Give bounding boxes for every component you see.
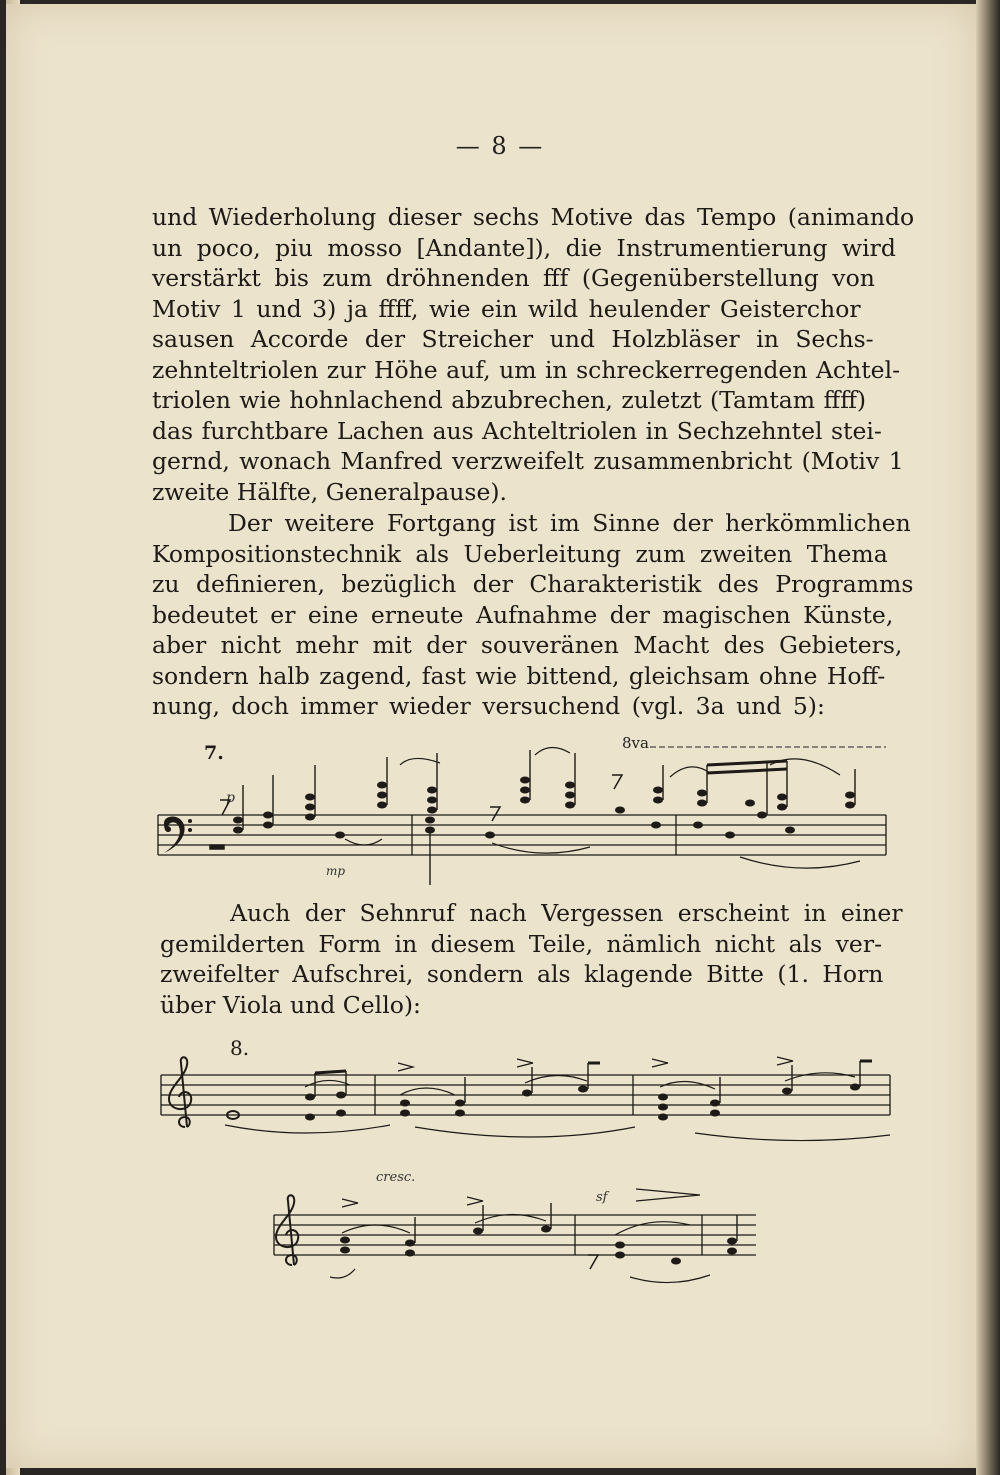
text-line: und Wiederholung dieser sechs Motive das Tempo (animando: [152, 203, 915, 231]
text-line: über Viola und Cello):: [160, 990, 421, 1019]
text-line: triolen wie hohnlachend abzubrechen, zuletzt (Tamtam ffff): [152, 386, 867, 414]
text-line: sondern halb zagend, fast wie bittend, gleichsam ohne Hoff-: [152, 661, 886, 690]
cresc-marking: cresc.: [376, 1170, 416, 1185]
dynamic-p: p: [226, 790, 235, 806]
example-8-number: 8.: [230, 1036, 250, 1060]
music-example-7: [150, 735, 895, 895]
text-line: Auch der Sehnruf nach Vergessen erscheint in einer: [230, 899, 903, 927]
text-line: zehnteltriolen zur Höhe auf, um in schreckerregenden Achtel-: [152, 355, 901, 384]
text-line: gernd, wonach Manfred verzweifelt zusammenbricht (Motiv 1: [152, 447, 904, 475]
ottava-marking: 8va: [622, 734, 649, 752]
page-number: — 8 —: [455, 132, 545, 160]
text-line: gemilderten Form in diesem Teile, nämlich nicht als ver-: [160, 929, 883, 958]
music-example-8-line-2: [270, 1185, 760, 1295]
text-line: verstärkt bis zum dröhnenden fff (Gegenüberstellung von: [152, 264, 875, 292]
text-line: Der weitere Fortgang ist im Sinne der herkömmlichen: [228, 509, 911, 537]
text-line: nung, doch immer wieder versuchend (vgl. 3a und 5):: [152, 692, 825, 720]
paragraph-1: [152, 202, 915, 507]
text-line: sausen Accorde der Streicher und Holzbläser in Sechs-: [152, 325, 874, 353]
text-line: un poco, piu mosso [Andante]), die Instrumentierung wird: [152, 233, 896, 262]
text-line: zu definieren, bezüglich der Charakteristik des Programms: [152, 570, 914, 598]
text-line: aber nicht mehr mit der souveränen Macht des Gebieters,: [152, 631, 903, 659]
text-line: Motiv 1 und 3) ja ffff, wie ein wild heulender Geisterchor: [152, 294, 861, 323]
text-line: Kompositionstechnik als Ueberleitung zum zweiten Thema: [152, 539, 888, 568]
text-line: zweite Hälfte, Generalpause).: [152, 477, 508, 506]
page-edge: [976, 0, 1000, 1475]
dynamic-mp: mp: [326, 864, 346, 878]
paragraph-2: [152, 508, 914, 722]
text-line: bedeutet er eine erneute Aufnahme der magischen Künste,: [152, 600, 894, 629]
example-7-number: 7.: [204, 742, 224, 764]
text-line: zweifelter Aufschrei, sondern als klagende Bitte (1. Horn: [160, 960, 884, 988]
sf-marking: sf: [596, 1190, 608, 1205]
text-line: das furchtbare Lachen aus Achteltriolen in Sechzehntel stei-: [152, 416, 882, 445]
paragraph-3: [160, 898, 903, 1020]
music-example-8-line-1: [155, 1055, 895, 1150]
